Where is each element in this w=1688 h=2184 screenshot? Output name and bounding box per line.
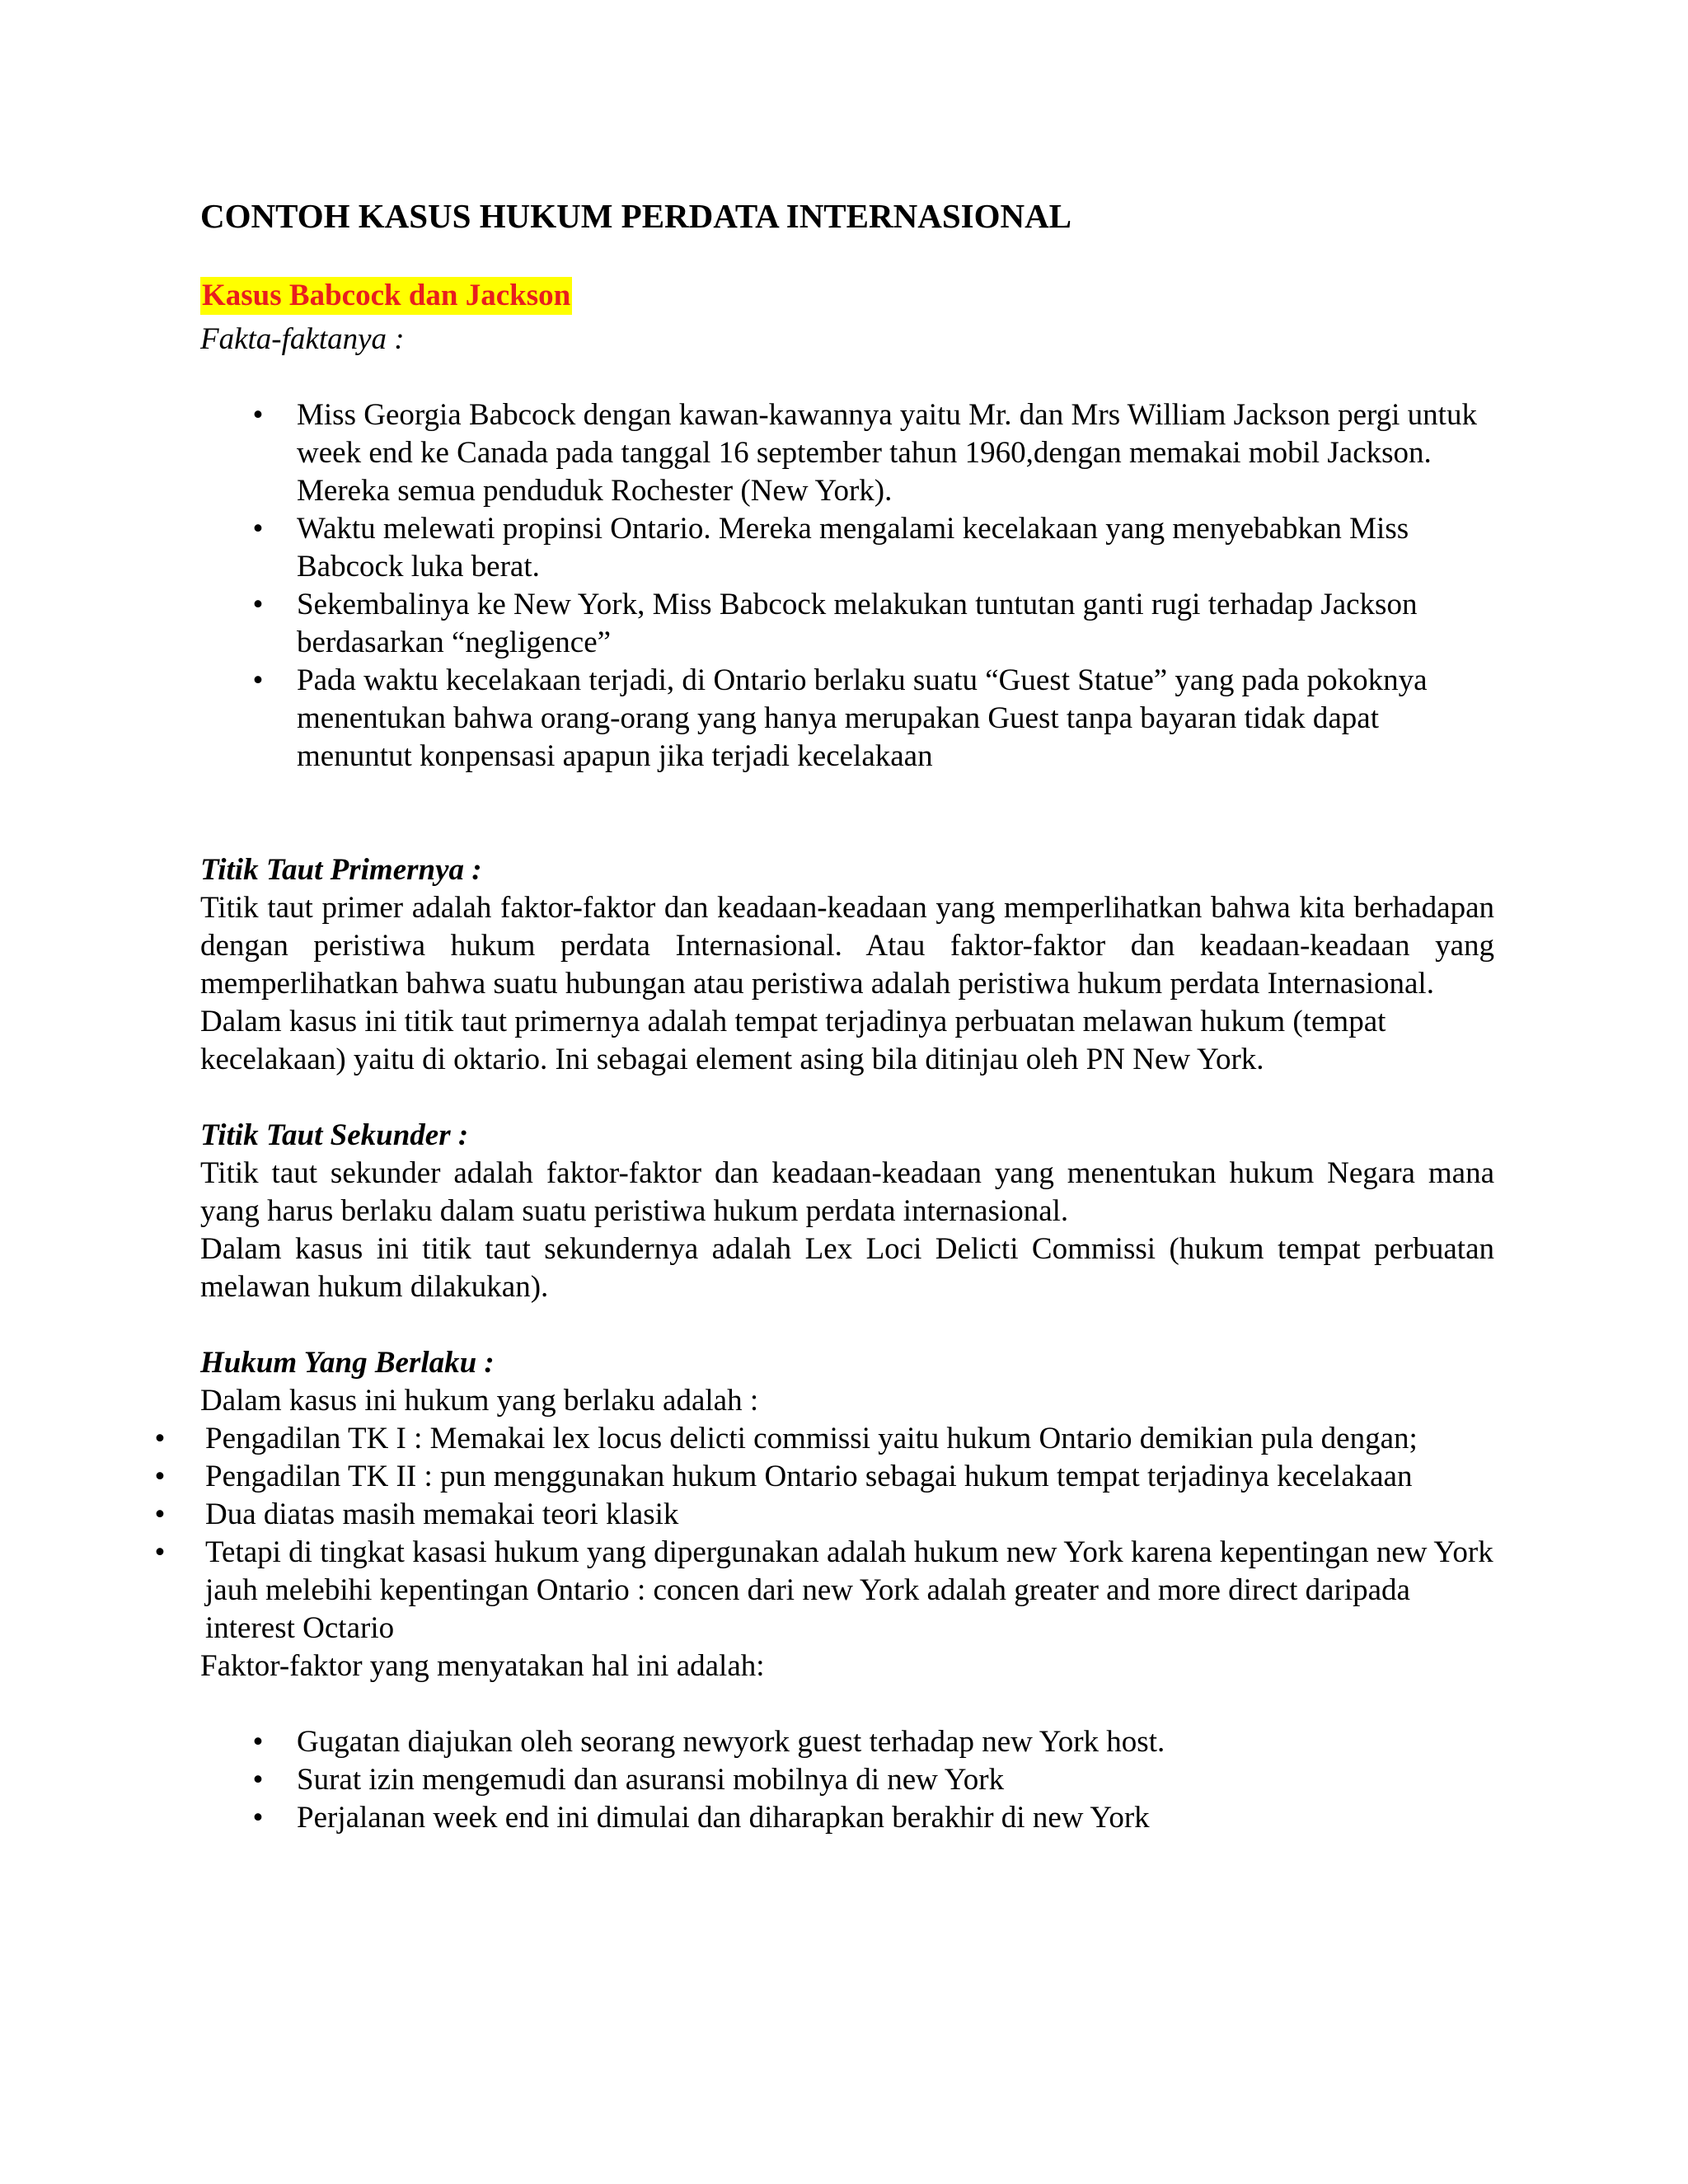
bullet-icon: •	[154, 1460, 166, 1493]
bullet-icon: •	[154, 1535, 166, 1569]
list-item: • Tetapi di tingkat kasasi hukum yang dipergunakan adalah hukum new York karena kepentingan new York jauh melebihi kepentingan Ontario : concen dari new York adalah greater and more direct daripada interest Octario	[148, 1534, 1494, 1647]
primary-paragraph-2: Dalam kasus ini titik taut primernya adalah tempat terjadinya perbuatan melawan hukum (tempat kecelakaan) yaitu di oktario. Ini sebagai element asing bila ditinjau oleh PN New York.	[200, 1005, 1386, 1076]
list-item: • Miss Georgia Babcock dengan kawan-kawannya yaitu Mr. dan Mrs William Jackson pergi untuk week end ke Canada pada tanggal 16 september tahun 1960,dengan memakai mobil Jackson. Mereka semua penduduk Rochester (New York).	[200, 396, 1494, 510]
list-item: • Sekembalinya ke New York, Miss Babcock melakukan tuntutan ganti rugi terhadap Jackson berdasarkan “negligence”	[200, 586, 1494, 662]
secondary-paragraph-1: Titik taut sekunder adalah faktor-faktor dan keadaan-keadaan yang menentukan hukum Negara mana yang harus berlaku dalam suatu peristiwa hukum perdata internasional.	[200, 1156, 1494, 1228]
bullet-icon: •	[252, 1725, 264, 1759]
bullet-icon: •	[252, 398, 264, 432]
list-item: • Pengadilan TK I : Memakai lex locus delicti commissi yaitu hukum Ontario demikian pula dengan;	[148, 1420, 1494, 1458]
applicable-law-list	[148, 1420, 1494, 1647]
factors-list	[200, 1723, 1494, 1837]
secondary-heading: Titik Taut Sekunder :	[200, 1118, 469, 1152]
secondary-paragraph-2: Dalam kasus ini titik taut sekundernya adalah Lex Loci Delicti Commissi (hukum tempat perbuatan melawan hukum dilakukan).	[200, 1232, 1494, 1304]
list-item: • Pengadilan TK II : pun menggunakan hukum Ontario sebagai hukum tempat terjadinya kecelakaan	[148, 1458, 1494, 1496]
case-title-line	[200, 277, 1494, 321]
list-item: • Gugatan diajukan oleh seorang newyork guest terhadap new York host.	[200, 1723, 1494, 1761]
bullet-icon: •	[252, 588, 264, 621]
bullet-icon: •	[154, 1497, 166, 1531]
applicable-law-intro: Dalam kasus ini hukum yang berlaku adalah :	[200, 1384, 759, 1418]
bullet-icon: •	[252, 1763, 264, 1797]
list-item: • Pada waktu kecelakaan terjadi, di Ontario berlaku suatu “Guest Statue” yang pada pokoknya menentukan bahwa orang-orang yang hanya merupakan Guest tanpa bayaran tidak dapat menuntut konpensasi apapun jika terjadi kecelakaan	[200, 662, 1494, 776]
bullet-icon: •	[252, 512, 264, 546]
facts-list	[200, 396, 1494, 776]
document-page	[154, 191, 1494, 1837]
bullet-icon: •	[154, 1422, 166, 1455]
list-item: • Perjalanan week end ini dimulai dan diharapkan berakhir di new York	[200, 1799, 1494, 1837]
primary-paragraph-1: Titik taut primer adalah faktor-faktor dan keadaan-keadaan yang memperlihatkan bahwa kita berhadapan dengan peristiwa hukum perdata Internasional. Atau faktor-faktor dan keadaan-keadaan yang memperlihatkan bahwa suatu hubungan atau peristiwa adalah peristiwa hukum perdata Internasional.	[200, 891, 1494, 1001]
list-item: • Surat izin mengemudi dan asuransi mobilnya di new York	[200, 1761, 1494, 1799]
bullet-icon: •	[252, 663, 264, 697]
primary-heading: Titik Taut Primernya :	[200, 853, 482, 887]
list-item: • Dua diatas masih memakai teori klasik	[148, 1496, 1494, 1534]
factors-intro: Faktor-faktor yang menyatakan hal ini adalah:	[200, 1649, 765, 1683]
applicable-law-heading: Hukum Yang Berlaku :	[200, 1346, 495, 1380]
case-title: Kasus Babcock dan Jackson	[200, 277, 572, 315]
document-title: CONTOH KASUS HUKUM PERDATA INTERNASIONAL	[200, 197, 1072, 235]
bullet-icon: •	[252, 1801, 264, 1835]
list-item: • Waktu melewati propinsi Ontario. Mereka mengalami kecelakaan yang menyebabkan Miss Babcock luka berat.	[200, 510, 1494, 586]
facts-label: Fakta-faktanya :	[200, 322, 405, 356]
